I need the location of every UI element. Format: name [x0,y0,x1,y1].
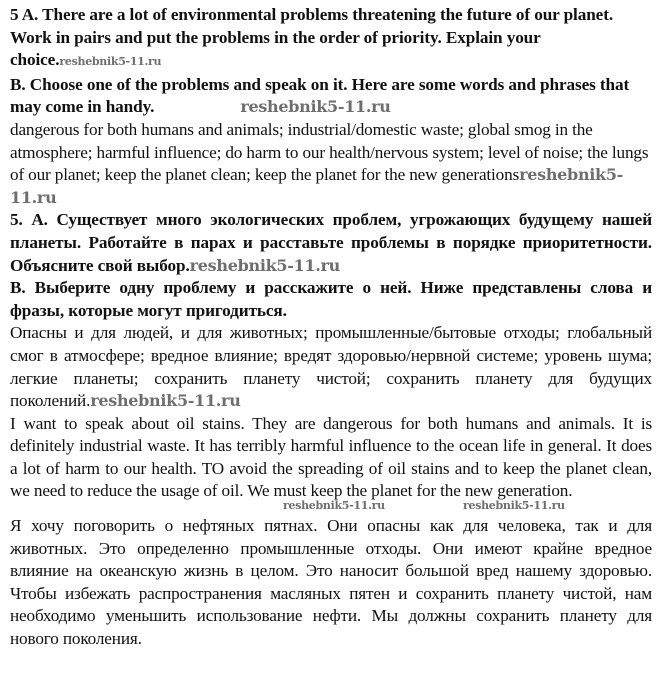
document-page [10,4,652,651]
task-en-a-text: 5 A. There are a lot of environmental problems threatening the future of our planet. Work in pairs and put the problems in the order of priority. Explain your choice. [10,5,614,70]
answer-ru: Я хочу поговорить о нефтяных пятнах. Они опасны как для человека, так и для животных. Это определенно промышленные отходы. Они имеют крайне вредное влияние на океанскую жизнь в целом. Это наносит большой вред нашему здоровью. Чтобы избежать распространения масляных пятен и сохранить планету чистой, нам необходимо уменьшить использование нефти. Мы должны сохранить планету для нового поколения. [10,516,652,649]
watermark: reshebnik5-11.ru [240,97,391,117]
task-ru-b: В. Выберите одну проблему и расскажите о ней. Ниже представлены слова и фразы, которые могут пригодиться. [10,278,652,320]
task-en-b [10,74,652,119]
watermark-row [10,499,652,515]
task-ru-a [10,209,652,277]
answer-en: I want to speak about oil stains. They are dangerous for both humans and animals. It is definitely industrial waste. It has terribly harmful influence to the ocean life in general. It does a lot of harm to our health. TO avoid the spreading of oil stains and to keep the planet clean, we need to reduce the usage of oil. We must keep the planet for the new generation. [10,413,652,501]
phrases-ru-text: Опасны и для людей, и для животных; промышленные/бытовые отходы; глобальный смог в атмосфере; вредное влияние; вредят здоровью/нервной системе; уровень шума; легкие планеты; сохранить планету чистой; сохранить планету для будущих поколений. [10,323,652,411]
watermark: reshebnik5-11.ru [90,391,241,411]
task-en-b-text: B. Choose one of the problems and speak on it. Here are some words and phrases that may come in handy. [10,74,630,117]
watermark: reshebnik5-11.ru [10,165,624,207]
watermark: reshebnik5-11.ru [463,499,565,513]
watermark: reshebnik5-11.ru [283,499,385,513]
task-en-a [10,4,652,74]
watermark: reshebnik5-11.ru [59,55,162,69]
phrases-en [10,119,652,209]
task-ru-a-text: 5. А. Существует много экологических проблем, угрожающих будущему нашей планеты. Работайте в парах и расставьте проблемы в порядке приоритетности. Объясните свой выбор. [10,210,652,275]
phrases-en-text: dangerous for both humans and animals; industrial/domestic waste; global smog in the atmosphere; harmful influence; do harm to our health/nervous system; level of noise; the lungs of our planet; keep the planet clean; keep the planet for the new generations [10,119,649,185]
watermark: reshebnik5-11.ru [189,255,340,275]
phrases-ru [10,322,652,412]
